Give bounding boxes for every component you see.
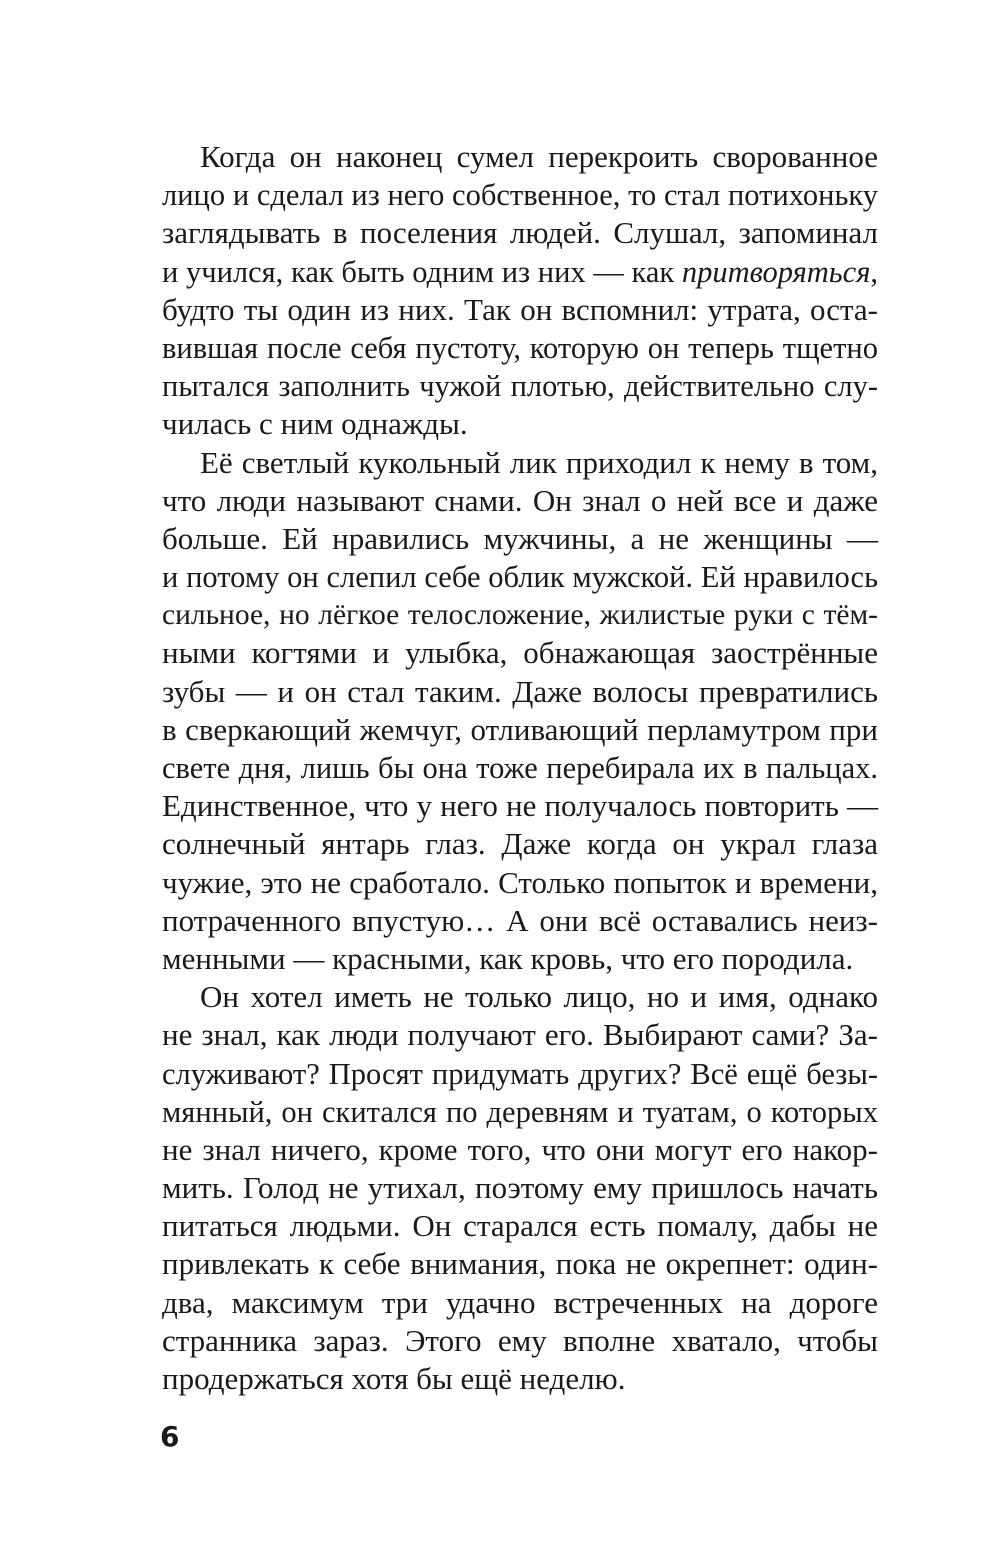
- text-line: мить. Голод не утихал, поэтому ему пришлось начать: [162, 1170, 878, 1206]
- text-line: и потому он слепил себе облик мужской. Ей нравилось: [162, 560, 878, 595]
- text-line: солнечный янтарь глаз. Даже когда он украл глаза: [162, 826, 878, 862]
- text-line: зубы — и он стал таким. Даже волосы превратились: [162, 673, 878, 709]
- text-line: странника зараз. Этого ему вполне хватало, чтобы: [162, 1322, 878, 1358]
- text-line: привлекать к себе внимания, пока не окрепнет: один-: [162, 1246, 878, 1282]
- text-line: служивают? Просят придумать других? Всё ещё безы-: [162, 1056, 878, 1091]
- page-text: [162, 138, 878, 1398]
- italic-suffix: ,: [870, 254, 878, 289]
- text-line: заглядывать в поселения людей. Слушал, запоминал: [162, 215, 878, 251]
- paragraph-1: [162, 138, 878, 444]
- text-line: продержаться хотя бы ещё неделю.: [162, 1361, 626, 1396]
- text-line: пытался заполнить чужой плотью, действительно слу-: [162, 369, 878, 404]
- text-line: чилась с ним однажды.: [162, 406, 468, 442]
- text-line: менными — красными, как кровь, что его породила.: [162, 940, 854, 976]
- text-line: питаться людьми. Он старался есть помалу, дабы не: [162, 1208, 878, 1244]
- text-line: что люди называют снами. Он знал о ней все и даже: [162, 482, 878, 518]
- page-number: 6: [160, 1420, 180, 1453]
- paragraph-2: [162, 444, 878, 979]
- text-line: мянный, он скитался по деревням и туатам, о которых: [162, 1094, 878, 1129]
- text-line: не знал ничего, кроме того, что они могут его накор-: [162, 1131, 878, 1167]
- text-line: ными когтями и улыбка, обнажающая заострённые: [162, 635, 878, 671]
- text-line: в сверкающий жемчуг, отливающий перламутром при: [162, 711, 878, 747]
- text-line: лицо и сделал из него собственное, то стал потихоньку: [162, 178, 878, 213]
- text-line: будто ты один из них. Так он вспомнил: утрата, оста-: [162, 291, 878, 327]
- text-line: чужие, это не сработало. Столько попыток и времени,: [162, 864, 878, 900]
- text-line-start: и учился, как быть одним из них — как: [162, 254, 682, 289]
- italic-word: притворяться: [681, 254, 871, 289]
- text-line: больше. Ей нравились мужчины, а не женщины —: [162, 520, 878, 556]
- text-line: не знал, как люди получают его. Выбирают сами? За-: [162, 1017, 878, 1053]
- text-line-with-italic: [162, 253, 878, 291]
- text-line: два, максимум три удачно встреченных на дороге: [162, 1284, 878, 1320]
- text-line: сильное, но лёгкое телосложение, жилистые руки с тём-: [162, 599, 878, 632]
- text-line: свете дня, лишь бы она тоже перебирала их в пальцах.: [162, 751, 878, 785]
- paragraph-3: [162, 978, 878, 1398]
- text-line: Он хотел иметь не только лицо, но и имя, однако: [200, 979, 878, 1015]
- text-line: вившая после себя пустоту, которую он теперь тщетно: [162, 330, 878, 365]
- text-line: Её светлый кукольный лик приходил к нему в том,: [200, 444, 878, 480]
- text-line: потраченного впустую… А они всё оставались неиз-: [162, 902, 878, 938]
- text-line: Единственное, что у него не получалось повторить —: [162, 788, 878, 824]
- text-line: Когда он наконец сумел перекроить сворованное: [200, 139, 878, 174]
